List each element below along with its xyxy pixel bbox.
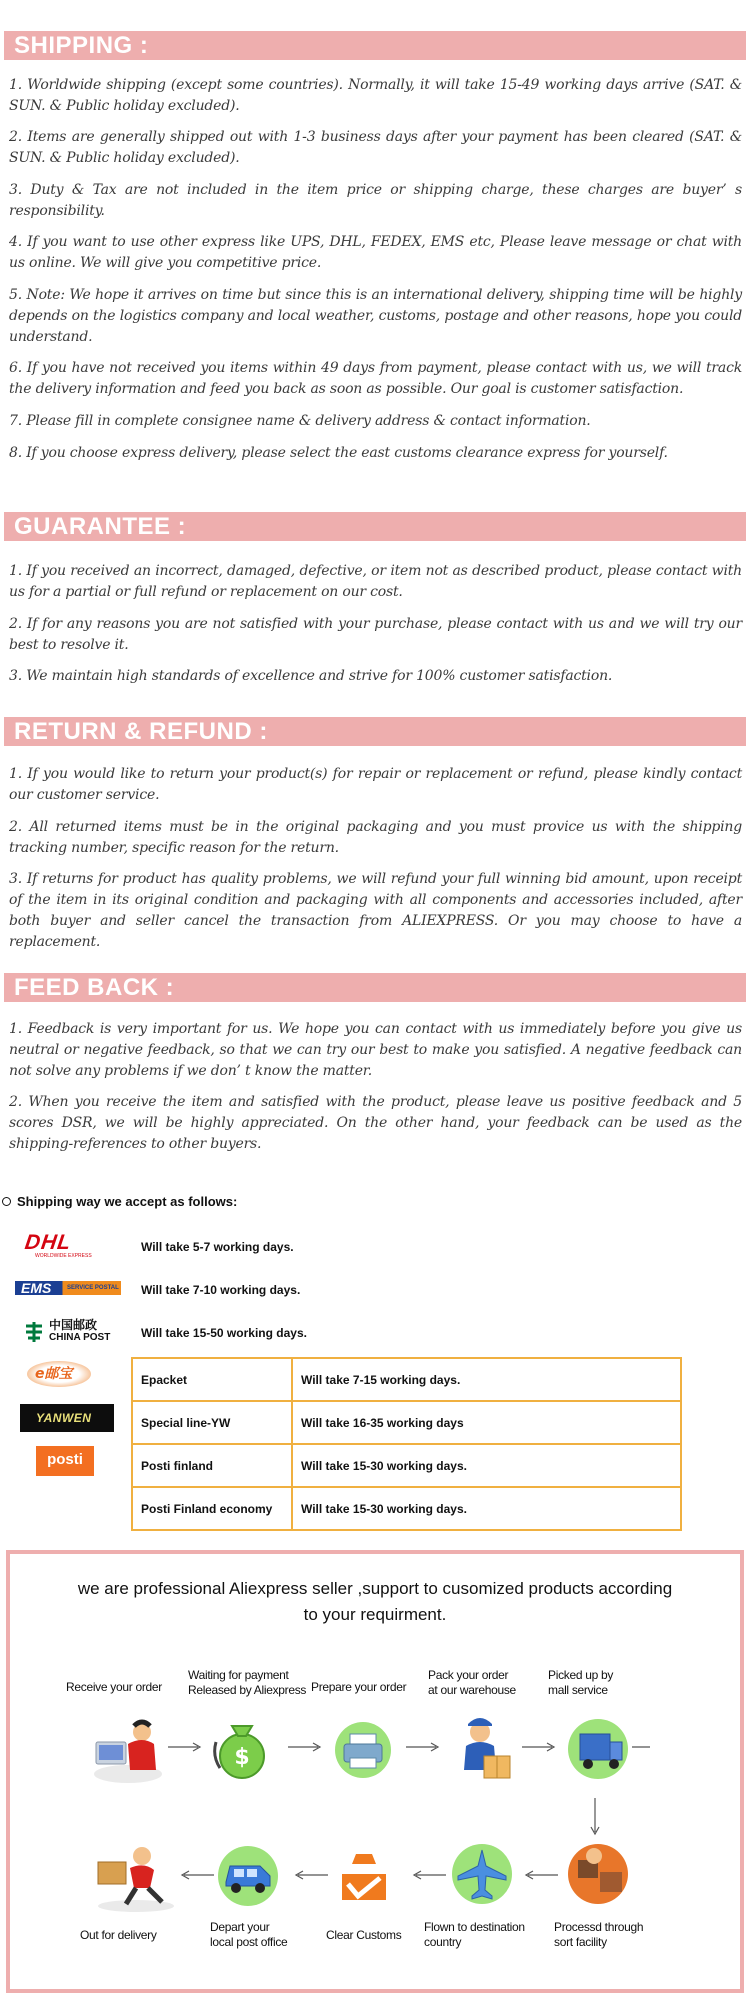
process-title-line-1: we are professional Aliexpress seller ,support to cusomized products according <box>77 1579 673 1598</box>
arrow-down-icon <box>589 1798 601 1838</box>
step-label-depart-post-office <box>210 1920 287 1950</box>
arrow-line-icon <box>632 1742 652 1752</box>
table-cell-method: Posti finland <box>132 1444 292 1487</box>
step-label-line: Clear Customs <box>326 1928 402 1942</box>
shipping-item-5: 5. Note: We hope it arrives on time but since this is an international delivery, shipping time will be highly depends on the logistics company and local weather, customs, postage and other reasons, hope you could understand. <box>9 287 742 345</box>
posti-logo-text: posti <box>47 1451 83 1468</box>
step-label-picked-up <box>548 1668 613 1698</box>
table-cell-method: Epacket <box>132 1358 292 1401</box>
yanwen-logo-text: YANWEN <box>36 1411 92 1425</box>
section-title-guarantee: GUARANTEE : <box>4 512 746 541</box>
step-label-receive-order <box>66 1680 162 1695</box>
airplane-icon <box>450 1842 514 1906</box>
table-cell-time: Will take 15-30 working days. <box>292 1487 681 1530</box>
table-row <box>132 1358 681 1401</box>
circle-bullet-icon <box>2 1197 11 1206</box>
ems-logo-subtext: SERVICE POSTAL <box>67 1285 119 1291</box>
shipping-ways-heading-text: Shipping way we accept as follows: <box>17 1194 238 1209</box>
customs-officer-icon <box>332 1850 396 1906</box>
sort-facility-icon <box>564 1838 634 1910</box>
step-label-flown-destination <box>424 1920 525 1950</box>
step-label-line: Receive your order <box>66 1680 162 1694</box>
step-label-line: local post office <box>210 1935 288 1949</box>
table-cell-method: Special line-YW <box>132 1401 292 1444</box>
epacket-logo <box>27 1361 91 1387</box>
posti-logo <box>36 1446 94 1476</box>
section-title-feedback: FEED BACK : <box>4 973 746 1002</box>
step-label-line: Released by Aliexpress <box>188 1683 307 1697</box>
feedback-item-2: 2. When you receive the item and satisfied with the product, please leave us positive feedback and 5 scores DSR, we will be highly appreciated. On the other hand, your feedback can be used as the shipping-references to other buyers. <box>9 1094 742 1152</box>
svg-text:$: $ <box>234 1745 250 1770</box>
feedback-item-1: 1. Feedback is very important for us. We hope you can contact with us immediately before you give us neutral or negative feedback, so that we can try our best to make you satisfied. A negative feedback can not solve any problems if we don’ t know the matter. <box>9 1021 742 1079</box>
section-title-shipping: SHIPPING : <box>4 31 746 60</box>
printer-icon <box>332 1720 394 1780</box>
return-item-2: 2. All returned items must be in the original packaging and you must provice us with the shipping tracking number, specific reason for the return. <box>9 819 742 856</box>
van-icon <box>216 1844 280 1908</box>
return-item-1: 1. If you would like to return your product(s) for repair or replacement or refund, please kindly contact our customer service. <box>9 766 742 803</box>
step-label-line: Flown to destination <box>424 1920 525 1934</box>
arrow-left-icon <box>524 1870 560 1880</box>
china-post-emblem-icon <box>22 1320 46 1344</box>
china-post-logo-en: CHINA POST <box>49 1332 111 1343</box>
order-process-panel <box>6 1550 744 1993</box>
yanwen-logo <box>20 1404 114 1432</box>
arrow-right-icon <box>406 1742 442 1752</box>
arrow-left-icon <box>412 1870 448 1880</box>
shipping-item-1: 1. Worldwide shipping (except some countries). Normally, it will take 15-49 working days arrive (SAT. & SUN. & Public holiday excluded). <box>9 77 742 114</box>
shipping-ways-heading <box>2 1194 237 1209</box>
dhl-logo-subtext: WORLDWIDE EXPRESS <box>35 1253 92 1259</box>
step-label-line: country <box>424 1935 462 1949</box>
warehouse-worker-icon <box>452 1714 516 1786</box>
shipping-item-2: 2. Items are generally shipped out with 1-3 business days after your payment has been cleared (SAT. & SUN. & Public holiday excluded). <box>9 129 742 166</box>
dhl-logo-text: DHL <box>23 1231 73 1254</box>
process-panel-title <box>10 1576 740 1628</box>
china-post-logo-cn: 中国邮政 <box>49 1318 98 1332</box>
step-label-prepare-order <box>311 1680 406 1695</box>
step-label-line: Picked up by <box>548 1668 614 1682</box>
shipping-item-8: 8. If you choose express delivery, please select the east customs clearance express for yourself. <box>9 445 668 461</box>
china-post-delivery-time: Will take 15-50 working days. <box>141 1326 307 1340</box>
step-label-line: mall service <box>548 1683 608 1697</box>
process-title-line-2: to your requirment. <box>303 1605 447 1624</box>
guarantee-item-1: 1. If you received an incorrect, damaged, defective, or item not as described product, please contact with us for a partial or full refund or replacement on our cost. <box>9 563 742 600</box>
arrow-right-icon <box>168 1742 204 1752</box>
table-cell-time: Will take 7-15 working days. <box>292 1358 681 1401</box>
arrow-right-icon <box>288 1742 324 1752</box>
computer-operator-icon <box>90 1714 166 1786</box>
china-post-logo <box>22 1318 122 1346</box>
step-label-clear-customs <box>326 1928 401 1943</box>
shipping-item-7: 7. Please fill in complete consignee name & delivery address & contact information. <box>9 413 591 429</box>
step-label-waiting-payment <box>188 1668 306 1698</box>
arrow-left-icon <box>294 1870 330 1880</box>
step-label-line: Out for delivery <box>80 1928 157 1942</box>
shipping-item-3: 3. Duty & Tax are not included in the item price or shipping charge, these charges are buyer’ s responsibility. <box>9 182 742 219</box>
guarantee-item-3: 3. We maintain high standards of excellence and strive for 100% customer satisfaction. <box>9 668 613 684</box>
step-label-line: Pack your order <box>428 1668 509 1682</box>
table-row <box>132 1487 681 1530</box>
step-label-line: Depart your <box>210 1920 270 1934</box>
ems-logo-text: EMS <box>21 1280 52 1296</box>
delivery-truck-icon <box>566 1716 630 1782</box>
step-label-line: at our warehouse <box>428 1683 516 1697</box>
step-label-pack-order <box>428 1668 516 1698</box>
ems-delivery-time: Will take 7-10 working days. <box>141 1283 301 1297</box>
arrow-left-icon <box>180 1870 216 1880</box>
shipping-item-6: 6. If you have not received you items within 49 days from payment, please contact with us, we will track the delivery information and feed you back as soon as possible. Our goal is customer satisfaction. <box>9 360 742 397</box>
step-label-out-for-delivery <box>80 1928 157 1943</box>
step-label-line: sort facility <box>554 1935 607 1949</box>
table-cell-time: Will take 15-30 working days. <box>292 1444 681 1487</box>
step-label-line: Processd through <box>554 1920 644 1934</box>
step-label-line: Waiting for payment <box>188 1668 289 1682</box>
step-label-line: Prepare your order <box>311 1680 407 1694</box>
shipping-methods-table <box>131 1357 682 1531</box>
arrow-right-icon <box>522 1742 558 1752</box>
table-cell-method: Posti Finland economy <box>132 1487 292 1530</box>
guarantee-item-2: 2. If for any reasons you are not satisfied with your purchase, please contact with us and we will try our best to resolve it. <box>9 616 742 653</box>
dhl-logo <box>25 1233 105 1259</box>
section-title-return-refund: RETURN & REFUND : <box>4 717 746 746</box>
ems-logo <box>15 1278 121 1298</box>
shipping-item-4: 4. If you want to use other express like UPS, DHL, FEDEX, EMS etc, Please leave message or chat with us online. We will give you competitive price. <box>9 234 742 271</box>
dhl-delivery-time: Will take 5-7 working days. <box>141 1240 294 1254</box>
step-label-sort-facility <box>554 1920 643 1950</box>
return-item-3: 3. If returns for product has quality problems, we will refund your full winning bid amount, upon receipt of the item in its original condition and packaging with all components and accessories included, after both buyer and seller cancel the transaction from ALIEXPRESS. Or you may choose to have a replacement. <box>9 871 742 950</box>
epacket-logo-text: e邮宝 <box>35 1366 73 1382</box>
table-cell-time: Will take 16-35 working days <box>292 1401 681 1444</box>
courier-running-icon <box>92 1842 178 1914</box>
table-row <box>132 1444 681 1487</box>
money-bag-icon <box>212 1712 272 1782</box>
table-row <box>132 1401 681 1444</box>
